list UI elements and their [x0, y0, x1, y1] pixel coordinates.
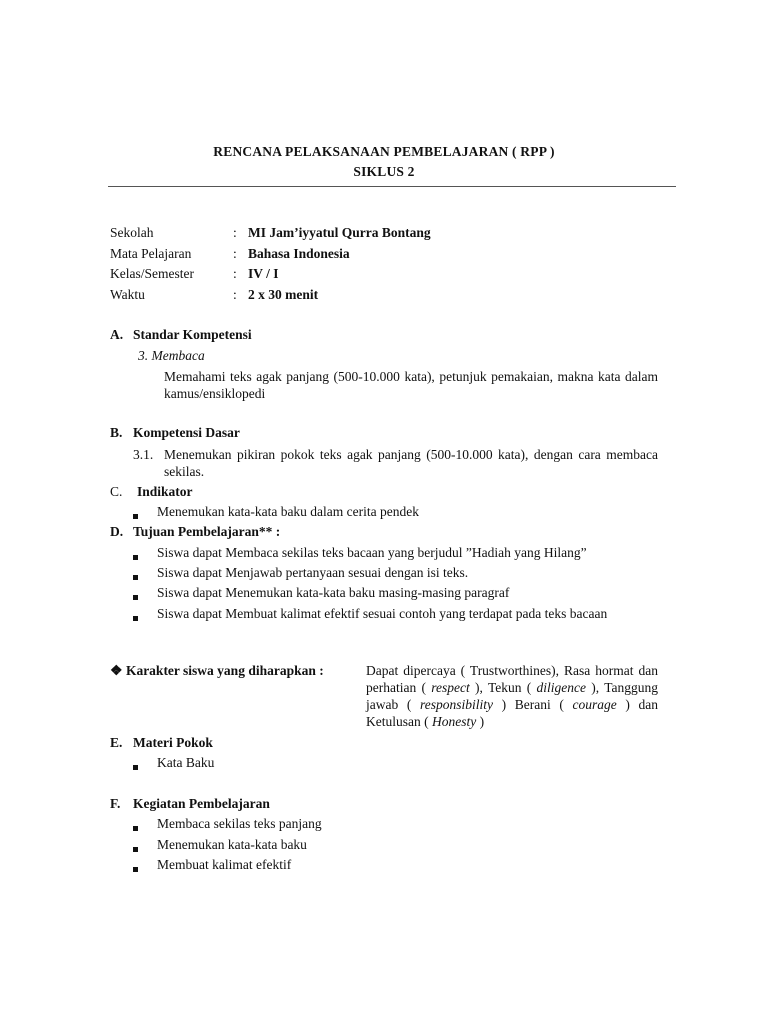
info-value-kelas: IV / I [248, 266, 279, 281]
info-value-sekolah: MI Jam’iyyatul Qurra Bontang [248, 225, 431, 240]
section-b-number: 3.1. [133, 447, 154, 462]
karakter-heading [110, 662, 324, 680]
section-d-item: Siswa dapat Membuat kalimat efektif sesuai contoh yang terdapat pada teks bacaan [157, 606, 608, 621]
karakter-label: Karakter siswa yang diharapkan : [125, 663, 324, 678]
section-d-title: Tujuan Pembelajaran** : [133, 524, 281, 539]
karakter-italic: Honesty [431, 714, 477, 729]
karakter-italic: courage [572, 697, 617, 712]
section-f-title: Kegiatan Pembelajaran [133, 796, 270, 811]
section-e-item: Kata Baku [157, 755, 215, 770]
section-e-letter: E. [110, 735, 123, 750]
section-f-item: Membuat kalimat efektif [157, 857, 292, 872]
bullet-icon [133, 839, 138, 856]
bullet-icon [133, 547, 138, 564]
title-divider [108, 186, 676, 187]
karakter-text-part: ) dan Ketulusan ( [366, 697, 658, 729]
info-colon: : [233, 225, 237, 240]
karakter-text-part: ) Berani ( [493, 697, 573, 712]
karakter-text [366, 662, 658, 730]
section-d-item: Siswa dapat Menemukan kata-kata baku masing-masing paragraf [157, 585, 510, 600]
karakter-text-part: ), Tekun ( [469, 680, 537, 695]
karakter-text-part: ), Tanggung jawab ( [366, 680, 659, 712]
info-colon: : [233, 266, 237, 281]
section-d-item: Siswa dapat Membaca sekilas teks bacaan yang berjudul ”Hadiah yang Hilang” [157, 545, 587, 560]
info-label-mapel: Mata Pelajaran [110, 246, 192, 261]
karakter-text-part: ) [476, 714, 485, 729]
bullet-icon [133, 818, 138, 835]
diamond-bullet-icon: ❖ [110, 664, 123, 679]
section-e-title: Materi Pokok [133, 735, 213, 750]
bullet-icon [133, 757, 138, 774]
section-f-letter: F. [110, 796, 121, 811]
section-b-letter: B. [110, 425, 123, 440]
karakter-italic: responsibility [420, 697, 493, 712]
section-b-title: Kompetensi Dasar [133, 425, 240, 440]
info-value-mapel: Bahasa Indonesia [248, 246, 350, 261]
section-a-letter: A. [110, 327, 124, 342]
info-label-sekolah: Sekolah [110, 225, 154, 240]
info-label-waktu: Waktu [110, 287, 145, 302]
karakter-text-part: Dapat dipercaya ( Trustworthines), Rasa hormat dan perhatian ( [366, 663, 658, 695]
section-d-letter: D. [110, 524, 124, 539]
bullet-icon [133, 587, 138, 604]
info-label-kelas: Kelas/Semester [110, 266, 194, 281]
bullet-icon [133, 859, 138, 876]
section-f-item: Menemukan kata-kata baku [157, 837, 307, 852]
karakter-italic: respect [431, 680, 470, 695]
section-a-text: Memahami teks agak panjang (500-10.000 kata), petunjuk pemakaian, makna kata dalam kamus/ensiklopedi [164, 369, 658, 401]
section-c-letter: C. [110, 484, 123, 499]
section-c-title: Indikator [137, 484, 193, 499]
section-a-title: Standar Kompetensi [133, 327, 252, 342]
karakter-italic: diligence [536, 680, 587, 695]
section-d-item: Siswa dapat Menjawab pertanyaan sesuai dengan isi teks. [157, 565, 469, 580]
document-subtitle: SIKLUS 2 [353, 164, 415, 179]
bullet-icon [133, 567, 138, 584]
section-a-sub: 3. Membaca [138, 348, 205, 363]
section-f-item: Membaca sekilas teks panjang [157, 816, 322, 831]
info-colon: : [233, 246, 237, 261]
info-value-waktu: 2 x 30 menit [248, 287, 319, 302]
bullet-icon [133, 608, 138, 625]
info-colon: : [233, 287, 237, 302]
section-c-item: Menemukan kata-kata baku dalam cerita pendek [157, 504, 420, 519]
section-b-text: Menemukan pikiran pokok teks agak panjang (500-10.000 kata), dengan cara membaca sekilas. [164, 447, 658, 479]
document-title: RENCANA PELAKSANAAN PEMBELAJARAN ( RPP ) [213, 144, 555, 159]
bullet-icon [133, 506, 138, 523]
